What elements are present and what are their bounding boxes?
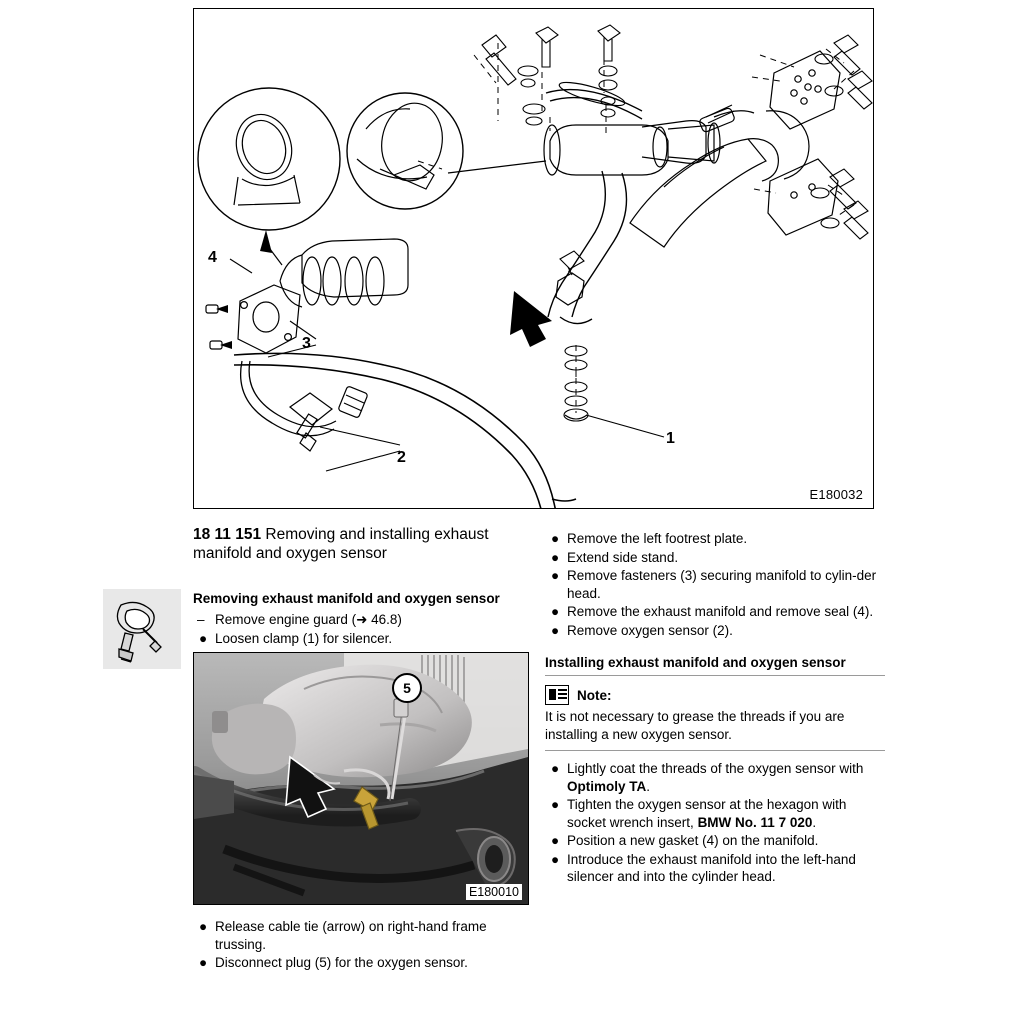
list-marker: ●	[551, 568, 560, 583]
list-text-pre: Position a new gasket (4) on the manifold.	[567, 833, 819, 848]
photo-callout-5: 5	[392, 673, 422, 703]
exploded-view-figure	[193, 8, 874, 509]
list-item	[193, 611, 529, 629]
list-marker: ●	[199, 955, 208, 970]
note-block	[545, 685, 885, 751]
list-text: Release cable tie (arrow) on right-hand frame trussing.	[215, 919, 487, 952]
exploded-view-drawing	[194, 9, 873, 508]
figure-code: E180032	[809, 487, 863, 502]
left-heading: Removing exhaust manifold and oxygen sensor	[193, 591, 500, 606]
section-title-text: Removing and installing exhaust manifold and oxygen sensor	[193, 526, 489, 562]
list-text: Remove oxygen sensor (2).	[567, 622, 733, 638]
list-item	[193, 954, 538, 972]
list-text-pre: Lightly coat the threads of the oxygen sensor with	[567, 761, 864, 776]
right-steps-list	[545, 530, 885, 639]
list-marker: ●	[551, 761, 560, 776]
left-steps-list	[193, 611, 529, 647]
note-label: Note:	[577, 687, 612, 703]
list-text: Disconnect plug (5) for the oxygen sensor.	[215, 955, 468, 970]
list-item	[545, 760, 885, 795]
list-item	[545, 796, 885, 831]
engine-photo	[193, 652, 529, 905]
section-number: 18 11 151	[193, 526, 262, 543]
install-steps-list	[545, 760, 885, 886]
list-text: Remove engine guard (➜ 46.8)	[215, 612, 402, 627]
left-column	[193, 590, 529, 648]
list-text-post: .	[812, 814, 817, 830]
list-item	[545, 549, 885, 567]
list-text: Remove the left footrest plate.	[567, 531, 748, 546]
list-marker: ●	[551, 531, 560, 546]
list-item	[193, 918, 538, 953]
list-text-pre: Introduce the exhaust manifold into the left-hand silencer and into the cylinder head.	[567, 851, 856, 884]
special-tool-illustration	[103, 589, 181, 669]
note-header	[545, 685, 885, 705]
list-marker: ●	[551, 797, 560, 812]
list-item	[545, 622, 885, 640]
right-column	[545, 530, 885, 887]
bottom-left-steps	[193, 918, 538, 973]
list-item	[545, 832, 885, 850]
list-marker: ●	[551, 833, 560, 848]
list-marker: ●	[551, 622, 560, 638]
list-item	[545, 851, 885, 886]
list-item	[545, 567, 885, 602]
list-text-bold: Optimoly TA	[567, 778, 647, 794]
list-text: Remove the exhaust manifold and remove seal (4).	[567, 604, 874, 619]
note-icon	[545, 685, 569, 705]
photo-figure-code: E180010	[466, 884, 522, 900]
list-marker: –	[197, 612, 205, 627]
list-item	[545, 603, 885, 621]
list-text: Extend side stand.	[567, 549, 679, 565]
list-marker: ●	[199, 630, 208, 646]
callout-4: 4	[208, 249, 217, 266]
list-marker: ●	[199, 919, 208, 934]
note-body: It is not necessary to grease the threads if you are installing a new oxygen sensor.	[545, 708, 885, 751]
callout-1: 1	[666, 430, 675, 447]
bottom-left-list	[193, 918, 538, 972]
list-text-bold: BMW No. 11 7 020	[697, 814, 813, 830]
right-heading: Installing exhaust manifold and oxygen sensor	[545, 655, 885, 676]
socket-wrench-insert-icon	[103, 589, 181, 669]
list-marker: ●	[551, 851, 560, 867]
list-item	[545, 530, 885, 548]
engine-photo-graphic	[194, 653, 528, 904]
list-text: Remove fasteners (3) securing manifold to cylin-der head.	[567, 568, 877, 601]
list-text-post: .	[646, 778, 651, 794]
callout-3: 3	[302, 335, 311, 352]
list-text: Loosen clamp (1) for silencer.	[215, 630, 393, 646]
list-text-pre: Tighten the oxygen sensor at the hexagon with socket wrench insert,	[567, 797, 847, 830]
list-item	[193, 630, 529, 648]
list-marker: ●	[551, 549, 560, 565]
section-title	[193, 525, 529, 563]
list-marker: ●	[551, 604, 560, 619]
callout-2: 2	[397, 449, 406, 466]
